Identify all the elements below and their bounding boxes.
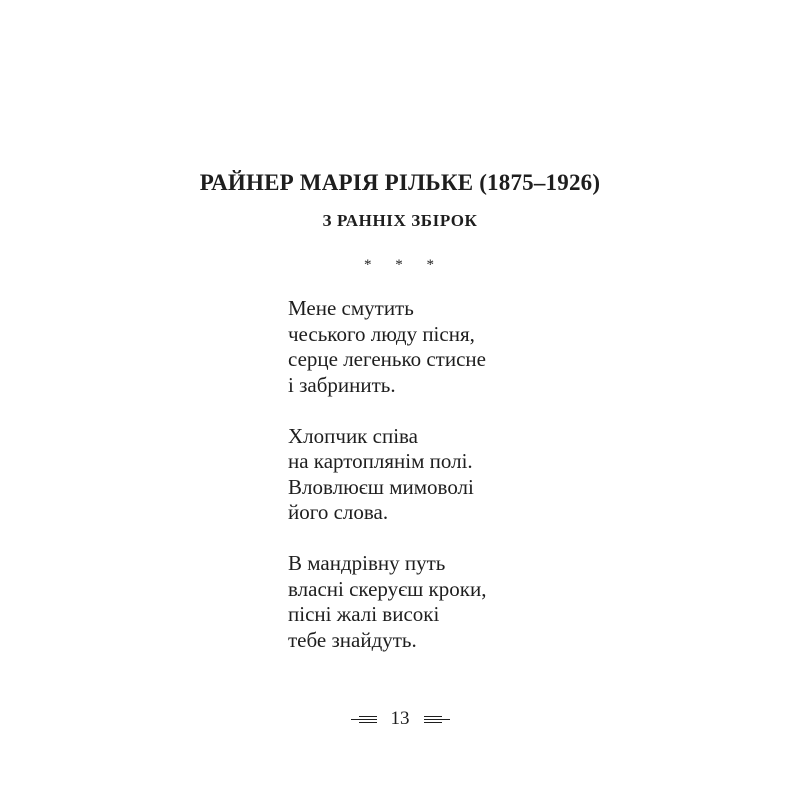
asterism-separator: * * * bbox=[364, 257, 444, 273]
poem-line: його слова. bbox=[288, 500, 389, 524]
poem-line: чеського люду пісня, bbox=[288, 321, 475, 346]
poem-line: Хлопчик співа bbox=[288, 423, 418, 448]
poem-line: на картоплянім полі. bbox=[288, 449, 473, 473]
page-number: 13 bbox=[390, 708, 410, 729]
poem-line: пісні жалі високі bbox=[288, 602, 440, 626]
poem-line: власні скеруєш кроки, bbox=[288, 576, 487, 601]
footer-ornament-right bbox=[424, 714, 450, 724]
footer-ornament-left bbox=[351, 714, 377, 724]
poem-line: і забринить. bbox=[288, 372, 396, 397]
collection-heading: З РАННІХ ЗБІРОК bbox=[322, 211, 478, 230]
poem-body bbox=[288, 296, 588, 653]
poem-line: серце легенько стисне bbox=[288, 347, 486, 371]
poem-line: Мене смутить bbox=[288, 296, 414, 320]
poem-line: тебе знайдуть. bbox=[288, 627, 417, 652]
stanza-3 bbox=[288, 551, 588, 653]
poem-line: Вловлюєш мимоволі bbox=[288, 474, 474, 499]
stanza-2 bbox=[288, 424, 588, 526]
stanza-1 bbox=[288, 296, 588, 398]
poem-line: В мандрівну путь bbox=[288, 551, 446, 575]
author-heading: РАЙНЕР МАРІЯ РІЛЬКЕ (1875–1926) bbox=[199, 170, 601, 195]
page-footer bbox=[0, 707, 800, 731]
